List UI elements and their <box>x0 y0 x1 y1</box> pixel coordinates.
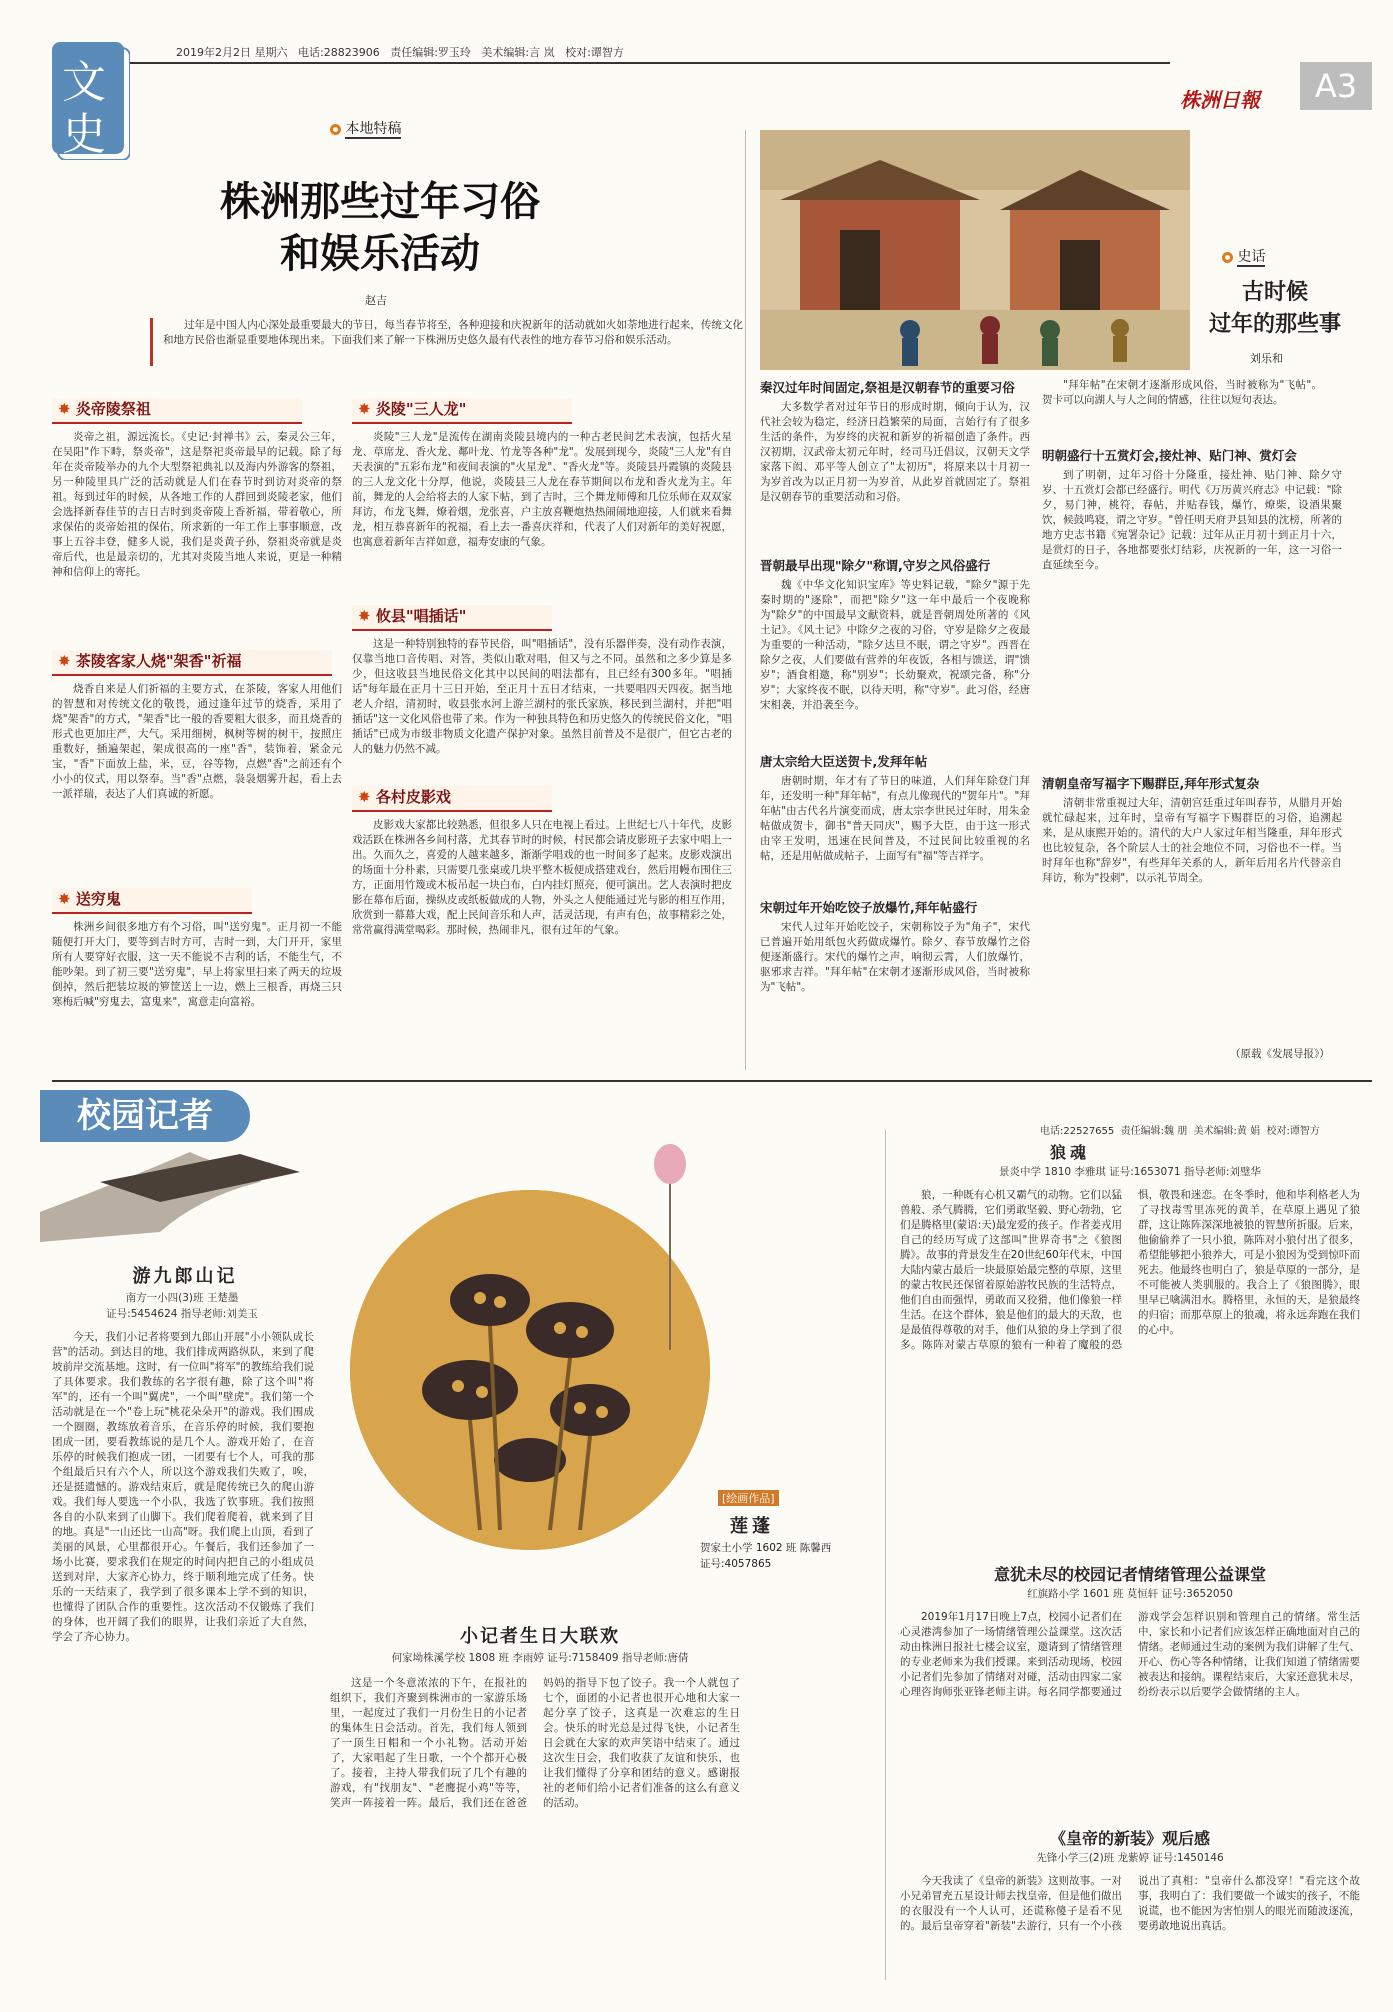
column-divider <box>745 130 746 1070</box>
lotus-flower-decoration <box>640 1140 700 1350</box>
article1-title-line1: 株洲那些过年习俗 <box>220 178 540 225</box>
birthday-byline: 何家坳株溪学校 1808 班 李雨婷 证号:7158409 指导老师:唐倩 <box>391 1652 689 1664</box>
section-body-chaling: 烧香自来是人们祈福的主要方式，在茶陵，客家人用他们的智慧和对传统文化的敬畏，通过逢年过节的烧香，采用了烧"架香"的方式，"架香"比一般的香要粗大很多，而且烧香的形式也更加庄严，大气。采用细树，枫树等树的树干，按照庄重数好，插遍架起，架成很高的一座"香"，装饰着，紧金元宝，"香"下面放上盐，米，豆，谷等物，点燃"香"之前还有个小小的仪式，用以祭奉。当"香"点燃，袅袅烟雾升起，看上去一派祥瑞，表达了人们真诚的祈愿。 <box>52 683 342 800</box>
article2-body-0: 大多数学者对过年节日的形成时期，倾向于认为，汉代社会较为稳定，经济日趋繁荣的局面，言始行有了很多生活的条件，为岁终的庆祝和新岁的祈福创造了条件。西汉初期，汉武帝太初元年时，经司马迁倡议，汉朝天文学家落下闳、邓平等人创立了"太初历"，将原来以十月初一为岁首改为以正月初一为岁首，从此岁首就固定了。祭祖是汉朝春节的重要活动和习俗。 <box>760 401 1030 503</box>
firecracker-icon: ✸ <box>58 400 71 418</box>
section-head-sanrenlong: ✸ 炎陵"三人龙" <box>352 398 572 424</box>
you-title: 游九郎山记 <box>132 1266 238 1287</box>
campus-divider <box>885 1130 886 1980</box>
article2-body-2: 唐朝时期，年才有了节日的味道，人们拜年除登门拜年，还发明一种"拜年帖"，有点儿像现代的"贺年片"。"拜年帖"由古代名片演变而成，唐太宗李世民过年时，用朱金帖做成贺卡，御书"普天同庆"，赐予大臣，由于这一形式由宰王发明，迅速在民间普及，不过民间比较重视的名帖，还是用帖做成帖子，上面写有"福"等吉祥字。 <box>760 775 1030 862</box>
art-editor: 美术编辑:言 岚 <box>481 46 555 59</box>
section-body-changchahua: 这是一种特别独特的春节民俗，叫"唱插话"，没有乐器伴奏，没有动作表演，仅靠当地口音传唱、对答，类似山歌对唱，但又与之不同。虽然和之多少算是多少，但这收县当地民俗文化其中以民间的唱法都有，且已经有300多年。"唱插话"每年最在正月十三日开始，至正月十五日才结束，一共要唱四天四夜。据当地老人介绍，清初时，收县张水河上游兰湖村的张氏家族，移民到兰湖村，并把"唱插话"这一文化风俗也带了来。作为一种独具特色和历史悠久的传统民俗文化，"唱插话"已成为市级非物质文化遗产保护对象。虽然目前普及不是很广，但它古老的人的魅力仍然不减。 <box>352 638 732 755</box>
birthday-title: 小记者生日大联欢 <box>460 1626 620 1647</box>
emotion-body: 2019年1月17日晚上7点，校园小记者们在心灵港湾参加了一场情绪管理公益课堂。这次活动由株洲日报社七楼会议室，邀请到了情绪管理的专业老师来为我们授课。来到活动现场，校园小记者们先参加了情绪对对碰，活动由四家二家心理咨询师张亚锋老师主讲。每名同学都要通过游戏学会怎样识别和管理自己的情绪。常生活中，家长和小记者们应该怎样正确地面对自己的情绪。老师通过生动的案例为我们讲解了生气、开心、伤心等各种情绪，让我们知道了情绪需要被表达和接纳。课程结束后，大家还意犹未尽，纷纷表示以后要学会做情绪的主人。 <box>900 1611 1360 1698</box>
article2-title: 古时候 过年的那些事 <box>1208 279 1341 337</box>
history-illustration <box>760 130 1190 370</box>
section-head-chaling: ✸ 茶陵客家人烧"架香"祈福 <box>52 650 332 676</box>
pavilion-decoration <box>40 1142 340 1252</box>
article2-body-1: 魏《中华文化知识宝库》等史料记载，"除夕"源于先秦时期的"逐除"，而把"除夕"这一年中最后一个夜晚称为"除夕"的中国最早文献资料，就是晋朝周处所著的《风土记》。《风土记》中除夕之夜的习俗，守岁是除夕之夜最为重要的一种活动，"除夕达旦不眠，谓之守岁"。西晋在除夕之夜，人们要做有营养的年夜饭，各相与馈送，谓"馈岁"；酒食相邀，称"别岁"；长幼聚欢，祝颂完备，称"分岁"；大家终夜不眠，以待天明，称"守岁"。此习俗，经唐宋相袭，并沿袭至今。 <box>760 579 1030 711</box>
lang-title: 狼魂 <box>1050 1143 1091 1162</box>
section-char-1: 文 <box>62 57 106 108</box>
article2-body-3: 宋代人过年开始吃饺子，宋朝称饺子为"角子"，宋代已普遍开始用纸包火药做成爆竹。除夕、春节放爆竹之俗便逐渐盛行。宋代的爆竹之声，响彻云霄，人们放爆竹，驱邪求吉祥。"拜年帖"在宋朝才逐渐形成风俗，当时被称为"飞帖"。 <box>760 921 1030 993</box>
article2-body-4: 到了明朝，过年习俗十分隆重，接灶神、贴门神、除夕守岁、十五赏灯会都已经盛行。明代《万历黄兴府志》中记载："除夕，易门神，桃符，春帖，并贴春钱，爆竹，燎柴，设酒果聚饮，候鼓鸣寝，谓之守岁。"曾任明天府尹县知县的沈榜，所著的地方史志书籍《宛署杂记》记载：过年从正月初十到正月十六，是赏灯的日子，各地都要张灯结彩，庆祝新的一年，这一习俗一直延续至今。 <box>1042 469 1342 571</box>
article2-head-3: 宋朝过年开始吃饺子放爆竹,拜年帖盛行 <box>760 900 978 915</box>
campus-section-title: 校园记者 <box>40 1090 250 1142</box>
phone: 电话:28823906 <box>298 46 380 59</box>
article2-head-1: 晋朝最早出现"除夕"称谓,守岁之风俗盛行 <box>760 558 991 573</box>
article2-caption-head: 秦汉过年时间固定,祭祖是汉朝春节的重要习俗 <box>760 380 1015 395</box>
article2-head-2: 唐太宗给大臣送贺卡,发拜年帖 <box>760 754 928 769</box>
masthead-info <box>176 44 624 60</box>
review-title: 《皇帝的新装》观后感 <box>1049 1829 1210 1848</box>
emotion-title: 意犹未尽的校园记者情绪管理公益课堂 <box>993 1565 1266 1584</box>
section-char-2: 史 <box>62 109 106 160</box>
firecracker-icon: ✸ <box>358 400 371 418</box>
you-body: 今天，我们小记者将要到九郎山开展"小小领队成长营"的活动。到达目的地，我们排成两路纵队，来到了爬坡前岸交流基地。这时，有一位叫"将军"的教练给我们说了具体要求。我们教练的名字很有趣，除了这个叫"将军"的，还有一个叫"翼虎"，一个叫"壁虎"。我们第一个活动就是在一个"卷上玩"桃花朵朵开"的游戏。我们围成一个圈圈，教练放着音乐，在音乐停的时候，我们要抱团成一团，要看教练说的是几个人。游戏开始了，在音乐停的时候我们抱成一团，一团要有七个人，可我的那个组最后只有六个人，所以这个游戏我们失败了，唉，还是挺遗憾的。游戏结束后，就是爬传统已久的爬山游戏。我们每人要选一个小队，我选了钦事班。我们按照各自的小队来到了山脚下。我们爬着爬着，就来到了目的地。真是"一山还比一山高"呀。我们爬上山顶，看到了美丽的风景，心里都很开心。午餐后，我们还参加了一场小比赛，要求我们在规定的时间内把自己的小组成员送到对岸，大家齐心协力，终于顺利地完成了任务。快乐的一天结束了，我学到了很多课本上学不到的知识，也懂得了团队合作的重要性。这次活动不仅锻炼了我们的身体，也开阔了我们的眼界，让我们亲近了大自然，学会了齐心协力。 <box>52 1331 314 1643</box>
article1-title <box>160 176 600 280</box>
painting-cert: 证号:4057865 <box>700 1558 772 1570</box>
section-body-songqiong: 株洲乡间很多地方有个习俗，叫"送穷鬼"。正月初一不能随便打开大门，要等到吉时方可，吉时一到，大门开开，家里所有人要穿好衣服，这一天不能说不吉利的话，不能生气，不能吵架。到了初三要"送穷鬼"，早上将家里扫来了两天的垃圾倒掉，然后把装垃圾的箩筐送上一边，燃上三根香，再烧三只寒梅后喊"穷鬼去，富鬼来"，寓意走向富裕。 <box>52 921 342 1008</box>
paper-logo: 株洲日報 <box>1180 88 1260 112</box>
article2-head-5: 清朝皇帝写福字下赐群臣,拜年形式复杂 <box>1042 776 1260 791</box>
section-body-piying: 皮影戏大家都比较熟悉，但很多人只在电视上看过。上世纪七八十年代，皮影戏活跃在株洲各乡间村落，尤其春节时的时候，村民都会请皮影班子去家中唱上一出。久而久之，喜爱的人越来越多，渐渐学唱戏的也一时间多了起来。皮影戏演出的场面十分朴素，只需要几张桌或几块平整木板便成搭建戏台，然后用幔布围住三方，正面用竹篾或木板吊起一块白布，白内挂灯照亮，便可演出。艺人表演时把皮影在幕布后面，操纵皮或纸板做成的人物，外头之人便能通过光与影的相互作用，欣赏到一幕幕大戏，配上民间音乐和人声，活灵活现，有声有色，故事精彩之处，常常赢得满堂喝彩。那时候，热闹非凡，很有过年的气象。 <box>352 819 732 936</box>
campus-top-rule <box>52 1080 1372 1082</box>
section-head-yandi: ✸ 炎帝陵祭祖 <box>52 398 302 424</box>
page-number: A3 <box>1300 62 1372 110</box>
kicker-dot-icon <box>1222 252 1233 263</box>
painting-title: 莲蓬 <box>730 1516 774 1537</box>
article2-body-3-cont: "拜年帖"在宋朝才逐渐形成风俗，当时被称为"飞帖"。贺卡可以向湖人与人之间的情感，往往以短句表达。 <box>1042 379 1322 406</box>
kicker-local: 本地特稿 <box>330 118 401 138</box>
firecracker-icon: ✸ <box>58 652 71 670</box>
you-school: 南方一小四(3)班 王楚墨 <box>125 1292 239 1304</box>
article1-author: 赵吉 <box>365 294 387 307</box>
pavilion-roof-icon <box>40 1142 340 1252</box>
date-line: 2019年2月2日 星期六 <box>176 46 288 59</box>
proof: 校对:谭智方 <box>565 46 624 59</box>
article2-body-5: 清朝非常重视过大年，清朝宫廷重过年叫春节，从腊月开始就忙碌起来，过年时，皇帝有写福字下赐群臣的习俗，追溯起来，是从康熙开始的。清代的大户人家过年相当隆重，拜年形式也比较复杂，各个阶层人士的社会地位不同，习俗也不一样。当时拜年也称"辞岁"，有些拜年关系的人，新年后用名片代替亲自拜访，称为"投刺"，以示礼节周全。 <box>1042 797 1342 884</box>
painting-credit: 贺家土小学 1602 班 陈馨西 <box>700 1542 832 1554</box>
section-badge <box>52 42 130 160</box>
firecracker-icon: ✸ <box>358 607 371 625</box>
section-head-songqiong: ✸ 送穷鬼 <box>52 888 252 914</box>
kicker-dot-icon <box>330 124 341 135</box>
lang-body: 狼，一种既有心机又霸气的动物。它们以猛兽般、杀气腾腾，它们勇敢坚毅、野心勃勃，它们是腾格里(蒙语:天)最宠爱的孩子。作者姜戎用自己的经历写成了这部叫"世界奇书"之《狼图腾》。故事的背景发生在20世纪60年代末，中国大陆内蒙古最后一块最原始最完整的草原，这里的蒙古牧民还保留着原始游牧民族的生活特点，他们自由而强悍，勇敢而又狡猾，他们像狼一样生活。在这个群体，狼是他们的最大的天敌，也是最值得尊敬的对手，他们从狼的身上学到了很多。陈阵对蒙古草原的狼有一种着了魔般的恐惧，敬畏和迷恋。在冬季时，他和毕利格老人为了寻找毒雪里冻死的黄羊，在草原上遇见了狼群，这让陈阵深深地被狼的智慧所折服。后来，他偷偷养了一只小狼，陈阵对小狼付出了很多，希望能够把小狼养大，可是小狼因为受到惊吓而死去。他最终也明白了，狼是草原的一部分，是不可能被人类驯服的。我合上了《狼图腾》，眼里早已噙满泪水。腾格里，永恒的天，是狼最终的归宿；而那草原上的狼魂，将永远奔跑在我们的心中。 <box>900 1189 1360 1351</box>
editor: 责任编辑:罗玉玲 <box>390 46 471 59</box>
birthday-body: 这是一个冬意浓浓的下午，在报社的组织下，我们齐聚到株洲市的一家游乐场里，一起度过了我们一月份生日的小记者的集体生日会活动。首先，我们每人领到了一顶生日帽和一个小礼物。活动开始了，大家唱起了生日歌，一个个都开心极了。接着，主持人带我们玩了几个有趣的游戏，有"找朋友"、"老鹰捉小鸡"等等，笑声一阵接着一阵。最后，我们还在爸爸妈妈的指导下包了饺子。我一个人就包了七个，面团的小记者也很开心地和大家一起分享了饺子，这真是一次难忘的生日会。快乐的时光总是过得飞快，小记者生日会就在大家的欢声笑语中结束了。通过这次生日会，我们收获了友谊和快乐，也让我们懂得了分享和团结的意义。感谢报社的老师们给小记者们准备的这么有意义的活动。 <box>330 1677 740 1809</box>
section-body-sanrenlong: 炎陵"三人龙"是流传在湖南炎陵县境内的一种古老民间艺术表演，包括火星龙、草席龙、香火龙、鄰叶龙、竹龙等各种"龙"。发展到现今，炎陵"三人龙"有自天表演的"五彩布龙"和夜间表演的"火星龙"、"香火龙"等。炎陵县丹霞镇的炎陵县的三人龙文化十分厚，他说，炎陵县三人龙在春节期间以布龙和香火龙为主。年前，舞龙的人会给将去的人家下帖，到了吉时，三个舞龙师傅和几位乐师在双双家拜访，布龙飞舞，燎着烟，龙张喜，户主放喜鞭炮热热闹闹地迎接，人们就来看舞龙，相互恭喜新年的祝福，看上去一番喜庆祥和，代表了人们对新年的美好祝愿，也寓意着新年吉祥如意，福寿安康的气象。 <box>352 431 732 548</box>
article1-intro: 过年是中国人内心深处最重要最大的节日，每当春节将至，各种迎接和庆祝新年的活动就如火如荼地进行起来，传统文化和地方民俗也渐显重要地体现出来。下面我们来了解一下株洲历史悠久最有代表性的地方春节习俗和娱乐活动。 <box>150 318 743 366</box>
masthead-rule <box>130 62 1170 64</box>
painting-tag: [绘画作品] <box>718 1490 779 1506</box>
article1-title-line2: 和娱乐活动 <box>280 230 480 277</box>
firecracker-icon: ✸ <box>358 788 371 806</box>
article2-source: （原载《发展导报》） <box>1230 1048 1330 1060</box>
firecracker-icon: ✸ <box>58 890 71 908</box>
lang-byline: 景炎中学 1810 李雅琪 证号:1653071 指导老师:刘璧华 <box>999 1166 1261 1178</box>
lotus-flower-icon <box>640 1140 700 1350</box>
you-cert: 证号:5454624 指导老师:刘美玉 <box>106 1308 258 1320</box>
review-body: 今天我读了《皇帝的新装》这则故事。一对小兄弟冒充五星设计师去找皇帝，但是他们做出的衣服没有一个人认可，还谎称傻子是看不见的。最后皇帝穿着"新装"去游行，只有一个小孩说出了真相："皇帝什么都没穿！"看完这个故事，我明白了：我们要做一个诚实的孩子，不能说谎，也不能因为害怕别人的眼光而随波逐流，要勇敢地说出真话。 <box>900 1875 1360 1932</box>
section-head-piying: ✸ 各村皮影戏 <box>352 786 552 812</box>
ancient-street-scene-icon <box>760 130 1190 370</box>
section-head-changchahua: ✸ 攸县"唱插话" <box>352 605 552 631</box>
review-byline: 先锋小学三(2)班 龙紫婷 证号:1450146 <box>1036 1852 1224 1864</box>
kicker-history: 史话 <box>1222 246 1265 266</box>
emotion-byline: 红旗路小学 1601 班 莫恒轩 证号:3652050 <box>1027 1588 1233 1600</box>
section-body-yandi: 炎帝之祖，源远流长。《史记·封禅书》云，秦灵公三年，在吴阳"作下畤，祭炎帝"，这是祭祀炎帝最早的记载。除了每年在炎帝陵举办的九个大型祭祀典礼以及海内外游客的祭祖，另一种陵里具广泛的活动就是人们在春节时到访对炎帝的祭祖。每到过年的时候，从各地工作的人群回到炎陵老家，他们会选择新春佳节的吉日吉时到炎帝陵上香祈福，带着敬心，所求保佑的炎帝始祖的保佑，所求新的一年工作上事事顺意，改事上五谷丰登，健多人说，我们是炎黄子孙，祭祖炎帝就是炎帝后代，也是最亲切的，尤其对炎陵当地人来说，更是一种精神和信仰上的寄托。 <box>52 431 342 578</box>
campus-masthead: 电话:22527655 责任编辑:魏 朋 美术编辑:黄 娟 校对:谭智方 <box>1040 1126 1320 1137</box>
article2-author: 刘乐和 <box>1250 352 1283 365</box>
article2-head-4: 明朝盛行十五赏灯会,接灶神、贴门神、赏灯会 <box>1042 448 1297 463</box>
